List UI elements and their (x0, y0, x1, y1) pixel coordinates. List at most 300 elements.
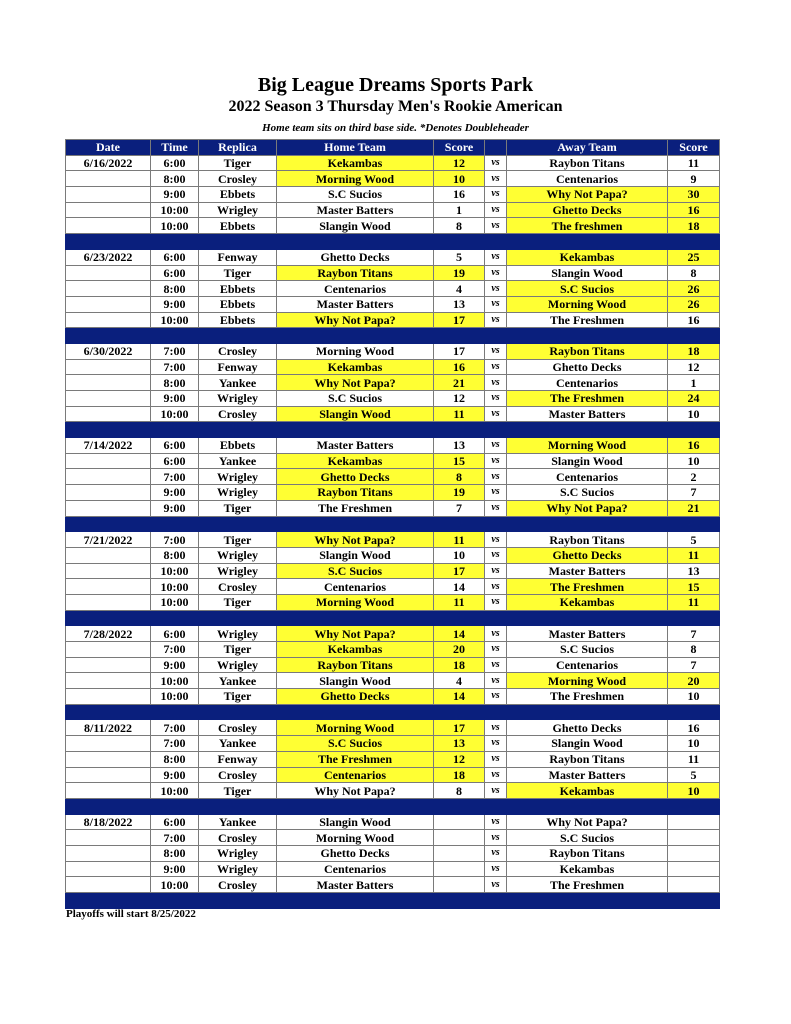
separator-cell (668, 234, 720, 250)
separator-cell (151, 610, 199, 626)
week-separator (66, 234, 720, 250)
game-time: 10:00 (151, 218, 199, 234)
home-score: 20 (434, 642, 485, 658)
date (66, 312, 151, 328)
date (66, 657, 151, 673)
home-team: Slangin Wood (277, 406, 434, 422)
game-row (66, 767, 720, 783)
game-time: 10:00 (151, 783, 199, 799)
game-row (66, 689, 720, 705)
date (66, 187, 151, 203)
home-team: Why Not Papa? (277, 312, 434, 328)
away-score: 10 (668, 689, 720, 705)
game-time: 10:00 (151, 312, 199, 328)
replica-field: Tiger (199, 500, 277, 516)
home-score: 16 (434, 359, 485, 375)
replica-field: Tiger (199, 594, 277, 610)
date (66, 281, 151, 297)
vs-label: vs (485, 202, 507, 218)
away-score (668, 814, 720, 830)
date (66, 579, 151, 595)
game-row (66, 877, 720, 893)
separator-cell (66, 516, 151, 532)
separator-cell (434, 893, 485, 909)
home-score: 12 (434, 391, 485, 407)
home-team: S.C Sucios (277, 391, 434, 407)
vs-label: vs (485, 187, 507, 203)
vs-label: vs (485, 532, 507, 548)
game-time: 9:00 (151, 187, 199, 203)
vs-label: vs (485, 155, 507, 171)
home-score: 4 (434, 281, 485, 297)
replica-field: Yankee (199, 814, 277, 830)
away-team: Raybon Titans (507, 845, 668, 861)
home-team: Slangin Wood (277, 547, 434, 563)
away-team: Ghetto Decks (507, 720, 668, 736)
page-title: Big League Dreams Sports Park (257, 74, 534, 96)
game-row (66, 814, 720, 830)
home-score (434, 830, 485, 846)
home-score: 18 (434, 657, 485, 673)
separator-cell (434, 234, 485, 250)
col-header-replica: Replica (199, 140, 277, 156)
replica-field: Crosley (199, 343, 277, 359)
home-team: Ghetto Decks (277, 845, 434, 861)
replica-field: Crosley (199, 406, 277, 422)
separator-cell (151, 516, 199, 532)
home-team: Why Not Papa? (277, 626, 434, 642)
away-score: 24 (668, 391, 720, 407)
game-row (66, 579, 720, 595)
away-score: 8 (668, 642, 720, 658)
away-score: 13 (668, 563, 720, 579)
home-team: Raybon Titans (277, 485, 434, 501)
vs-label: vs (485, 500, 507, 516)
game-row (66, 359, 720, 375)
home-score: 8 (434, 469, 485, 485)
vs-label: vs (485, 657, 507, 673)
away-score: 16 (668, 720, 720, 736)
replica-field: Fenway (199, 249, 277, 265)
replica-field: Wrigley (199, 469, 277, 485)
separator-cell (485, 893, 507, 909)
separator-cell (668, 516, 720, 532)
away-team: Why Not Papa? (507, 500, 668, 516)
game-time: 9:00 (151, 485, 199, 501)
away-score: 5 (668, 767, 720, 783)
away-score (668, 861, 720, 877)
away-score (668, 845, 720, 861)
vs-label: vs (485, 689, 507, 705)
separator-cell (277, 422, 434, 438)
game-time: 8:00 (151, 375, 199, 391)
separator-cell (507, 893, 668, 909)
game-time: 9:00 (151, 500, 199, 516)
home-score: 14 (434, 689, 485, 705)
game-row (66, 720, 720, 736)
replica-field: Fenway (199, 751, 277, 767)
away-score: 16 (668, 438, 720, 454)
away-team: S.C Sucios (507, 485, 668, 501)
replica-field: Ebbets (199, 312, 277, 328)
replica-field: Yankee (199, 736, 277, 752)
home-team: The Freshmen (277, 751, 434, 767)
date (66, 673, 151, 689)
date (66, 171, 151, 187)
home-team: Slangin Wood (277, 673, 434, 689)
separator-cell (199, 798, 277, 814)
vs-label: vs (485, 249, 507, 265)
replica-field: Fenway (199, 359, 277, 375)
date (66, 563, 151, 579)
vs-label: vs (485, 296, 507, 312)
vs-label: vs (485, 281, 507, 297)
separator-cell (485, 328, 507, 344)
replica-field: Tiger (199, 783, 277, 799)
replica-field: Tiger (199, 689, 277, 705)
home-score: 17 (434, 563, 485, 579)
home-score: 19 (434, 485, 485, 501)
game-row (66, 469, 720, 485)
separator-cell (66, 422, 151, 438)
away-team: Raybon Titans (507, 155, 668, 171)
separator-cell (277, 610, 434, 626)
away-score: 11 (668, 751, 720, 767)
game-time: 7:00 (151, 720, 199, 736)
home-team: Kekambas (277, 359, 434, 375)
replica-field: Wrigley (199, 202, 277, 218)
separator-cell (485, 704, 507, 720)
col-header-home-team: Home Team (277, 140, 434, 156)
game-time: 7:00 (151, 469, 199, 485)
home-score: 17 (434, 720, 485, 736)
vs-label: vs (485, 406, 507, 422)
away-score: 21 (668, 500, 720, 516)
game-row (66, 265, 720, 281)
home-team: Master Batters (277, 877, 434, 893)
game-time: 7:00 (151, 532, 199, 548)
separator-cell (277, 516, 434, 532)
home-team: Morning Wood (277, 720, 434, 736)
replica-field: Wrigley (199, 626, 277, 642)
separator-cell (668, 422, 720, 438)
date (66, 391, 151, 407)
home-score: 14 (434, 579, 485, 595)
home-team: Centenarios (277, 281, 434, 297)
home-team: Master Batters (277, 202, 434, 218)
vs-label: vs (485, 814, 507, 830)
away-team: Master Batters (507, 767, 668, 783)
home-score: 14 (434, 626, 485, 642)
away-team: Master Batters (507, 563, 668, 579)
game-row (66, 202, 720, 218)
date: 6/30/2022 (66, 343, 151, 359)
home-team: Master Batters (277, 438, 434, 454)
date: 6/16/2022 (66, 155, 151, 171)
replica-field: Tiger (199, 155, 277, 171)
away-team: Centenarios (507, 171, 668, 187)
away-team: The Freshmen (507, 689, 668, 705)
col-header-date: Date (66, 140, 151, 156)
replica-field: Ebbets (199, 281, 277, 297)
separator-cell (485, 234, 507, 250)
separator-cell (199, 893, 277, 909)
home-team: Morning Wood (277, 830, 434, 846)
away-team: Morning Wood (507, 438, 668, 454)
home-score: 8 (434, 783, 485, 799)
date (66, 877, 151, 893)
separator-cell (277, 328, 434, 344)
away-score: 18 (668, 218, 720, 234)
home-score: 8 (434, 218, 485, 234)
away-team: Slangin Wood (507, 453, 668, 469)
date: 8/18/2022 (66, 814, 151, 830)
game-time: 10:00 (151, 594, 199, 610)
replica-field: Crosley (199, 579, 277, 595)
separator-cell (199, 422, 277, 438)
home-team: Morning Wood (277, 594, 434, 610)
home-score: 4 (434, 673, 485, 689)
home-team: Kekambas (277, 155, 434, 171)
home-score: 11 (434, 406, 485, 422)
vs-label: vs (485, 767, 507, 783)
date (66, 767, 151, 783)
game-row (66, 500, 720, 516)
away-score: 26 (668, 281, 720, 297)
separator-cell (485, 422, 507, 438)
home-score: 17 (434, 312, 485, 328)
date (66, 265, 151, 281)
home-score: 13 (434, 438, 485, 454)
away-team: Why Not Papa? (507, 814, 668, 830)
col-header-home-score: Score (434, 140, 485, 156)
week-separator (66, 893, 720, 909)
game-time: 8:00 (151, 547, 199, 563)
home-score: 7 (434, 500, 485, 516)
date: 7/14/2022 (66, 438, 151, 454)
game-row (66, 657, 720, 673)
vs-label: vs (485, 626, 507, 642)
home-score (434, 845, 485, 861)
away-team: S.C Sucios (507, 830, 668, 846)
away-team: Kekambas (507, 783, 668, 799)
separator-cell (66, 234, 151, 250)
game-time: 10:00 (151, 877, 199, 893)
header-row (66, 140, 720, 156)
game-row (66, 751, 720, 767)
game-row (66, 218, 720, 234)
separator-cell (507, 234, 668, 250)
game-row (66, 485, 720, 501)
week-separator (66, 610, 720, 626)
game-row (66, 532, 720, 548)
game-time: 10:00 (151, 406, 199, 422)
separator-cell (507, 328, 668, 344)
replica-field: Wrigley (199, 861, 277, 877)
date (66, 296, 151, 312)
away-score (668, 877, 720, 893)
away-score: 9 (668, 171, 720, 187)
away-team: Centenarios (507, 375, 668, 391)
date: 7/28/2022 (66, 626, 151, 642)
away-team: Ghetto Decks (507, 547, 668, 563)
game-time: 9:00 (151, 657, 199, 673)
replica-field: Ebbets (199, 438, 277, 454)
away-team: Raybon Titans (507, 751, 668, 767)
separator-cell (277, 798, 434, 814)
date (66, 689, 151, 705)
home-team: S.C Sucios (277, 187, 434, 203)
home-team: Slangin Wood (277, 814, 434, 830)
separator-cell (277, 704, 434, 720)
replica-field: Yankee (199, 673, 277, 689)
away-score: 11 (668, 594, 720, 610)
date: 8/11/2022 (66, 720, 151, 736)
separator-cell (66, 704, 151, 720)
game-time: 6:00 (151, 453, 199, 469)
game-time: 6:00 (151, 814, 199, 830)
replica-field: Crosley (199, 830, 277, 846)
away-team: Slangin Wood (507, 736, 668, 752)
game-time: 6:00 (151, 438, 199, 454)
home-score: 18 (434, 767, 485, 783)
date (66, 406, 151, 422)
vs-label: vs (485, 375, 507, 391)
home-score: 12 (434, 155, 485, 171)
game-row (66, 343, 720, 359)
home-team: Ghetto Decks (277, 469, 434, 485)
away-team: Kekambas (507, 594, 668, 610)
separator-cell (66, 893, 151, 909)
vs-label: vs (485, 359, 507, 375)
replica-field: Yankee (199, 453, 277, 469)
replica-field: Wrigley (199, 547, 277, 563)
home-team: Ghetto Decks (277, 249, 434, 265)
away-team: Morning Wood (507, 296, 668, 312)
separator-cell (668, 798, 720, 814)
away-score: 12 (668, 359, 720, 375)
game-time: 10:00 (151, 673, 199, 689)
date (66, 547, 151, 563)
separator-cell (151, 422, 199, 438)
replica-field: Tiger (199, 642, 277, 658)
schedule-note: Home team sits on third base side. *Denotes Doubleheader (262, 122, 529, 134)
home-score: 10 (434, 547, 485, 563)
home-team: Ghetto Decks (277, 689, 434, 705)
date (66, 736, 151, 752)
home-score: 19 (434, 265, 485, 281)
game-time: 10:00 (151, 202, 199, 218)
date (66, 469, 151, 485)
separator-cell (434, 798, 485, 814)
home-score (434, 861, 485, 877)
away-team: The freshmen (507, 218, 668, 234)
away-team: Raybon Titans (507, 343, 668, 359)
game-row (66, 281, 720, 297)
vs-label: vs (485, 861, 507, 877)
game-time: 10:00 (151, 689, 199, 705)
separator-cell (668, 893, 720, 909)
vs-label: vs (485, 391, 507, 407)
away-team: Kekambas (507, 249, 668, 265)
away-score: 16 (668, 202, 720, 218)
away-score: 26 (668, 296, 720, 312)
game-row (66, 171, 720, 187)
vs-label: vs (485, 469, 507, 485)
home-team: Kekambas (277, 642, 434, 658)
vs-label: vs (485, 265, 507, 281)
away-team: Master Batters (507, 626, 668, 642)
game-time: 8:00 (151, 751, 199, 767)
away-team: Ghetto Decks (507, 359, 668, 375)
game-row (66, 563, 720, 579)
replica-field: Ebbets (199, 296, 277, 312)
game-time: 6:00 (151, 265, 199, 281)
game-time: 9:00 (151, 296, 199, 312)
separator-cell (507, 798, 668, 814)
away-team: Slangin Wood (507, 265, 668, 281)
vs-label: vs (485, 171, 507, 187)
away-team: S.C Sucios (507, 281, 668, 297)
separator-cell (507, 610, 668, 626)
game-row (66, 438, 720, 454)
game-row (66, 453, 720, 469)
vs-label: vs (485, 673, 507, 689)
separator-cell (434, 516, 485, 532)
home-team: Raybon Titans (277, 265, 434, 281)
separator-cell (277, 893, 434, 909)
separator-cell (434, 704, 485, 720)
game-time: 9:00 (151, 861, 199, 877)
away-score: 1 (668, 375, 720, 391)
game-row (66, 312, 720, 328)
away-team: Centenarios (507, 657, 668, 673)
game-row (66, 783, 720, 799)
vs-label: vs (485, 343, 507, 359)
away-team: Ghetto Decks (507, 202, 668, 218)
separator-cell (668, 704, 720, 720)
away-team: Kekambas (507, 861, 668, 877)
separator-cell (199, 704, 277, 720)
home-score: 10 (434, 171, 485, 187)
col-header-vs (485, 140, 507, 156)
separator-cell (151, 798, 199, 814)
replica-field: Wrigley (199, 845, 277, 861)
home-team: The Freshmen (277, 500, 434, 516)
replica-field: Wrigley (199, 485, 277, 501)
date (66, 359, 151, 375)
vs-label: vs (485, 594, 507, 610)
page-subtitle: 2022 Season 3 Thursday Men's Rookie American (228, 98, 563, 115)
vs-label: vs (485, 783, 507, 799)
replica-field: Wrigley (199, 563, 277, 579)
vs-label: vs (485, 312, 507, 328)
date (66, 453, 151, 469)
separator-cell (434, 610, 485, 626)
game-row (66, 673, 720, 689)
separator-cell (66, 798, 151, 814)
date (66, 861, 151, 877)
game-time: 10:00 (151, 563, 199, 579)
away-score: 11 (668, 155, 720, 171)
separator-cell (151, 704, 199, 720)
away-score: 18 (668, 343, 720, 359)
away-score: 2 (668, 469, 720, 485)
game-time: 7:00 (151, 642, 199, 658)
game-row (66, 861, 720, 877)
away-score (668, 830, 720, 846)
home-score: 15 (434, 453, 485, 469)
